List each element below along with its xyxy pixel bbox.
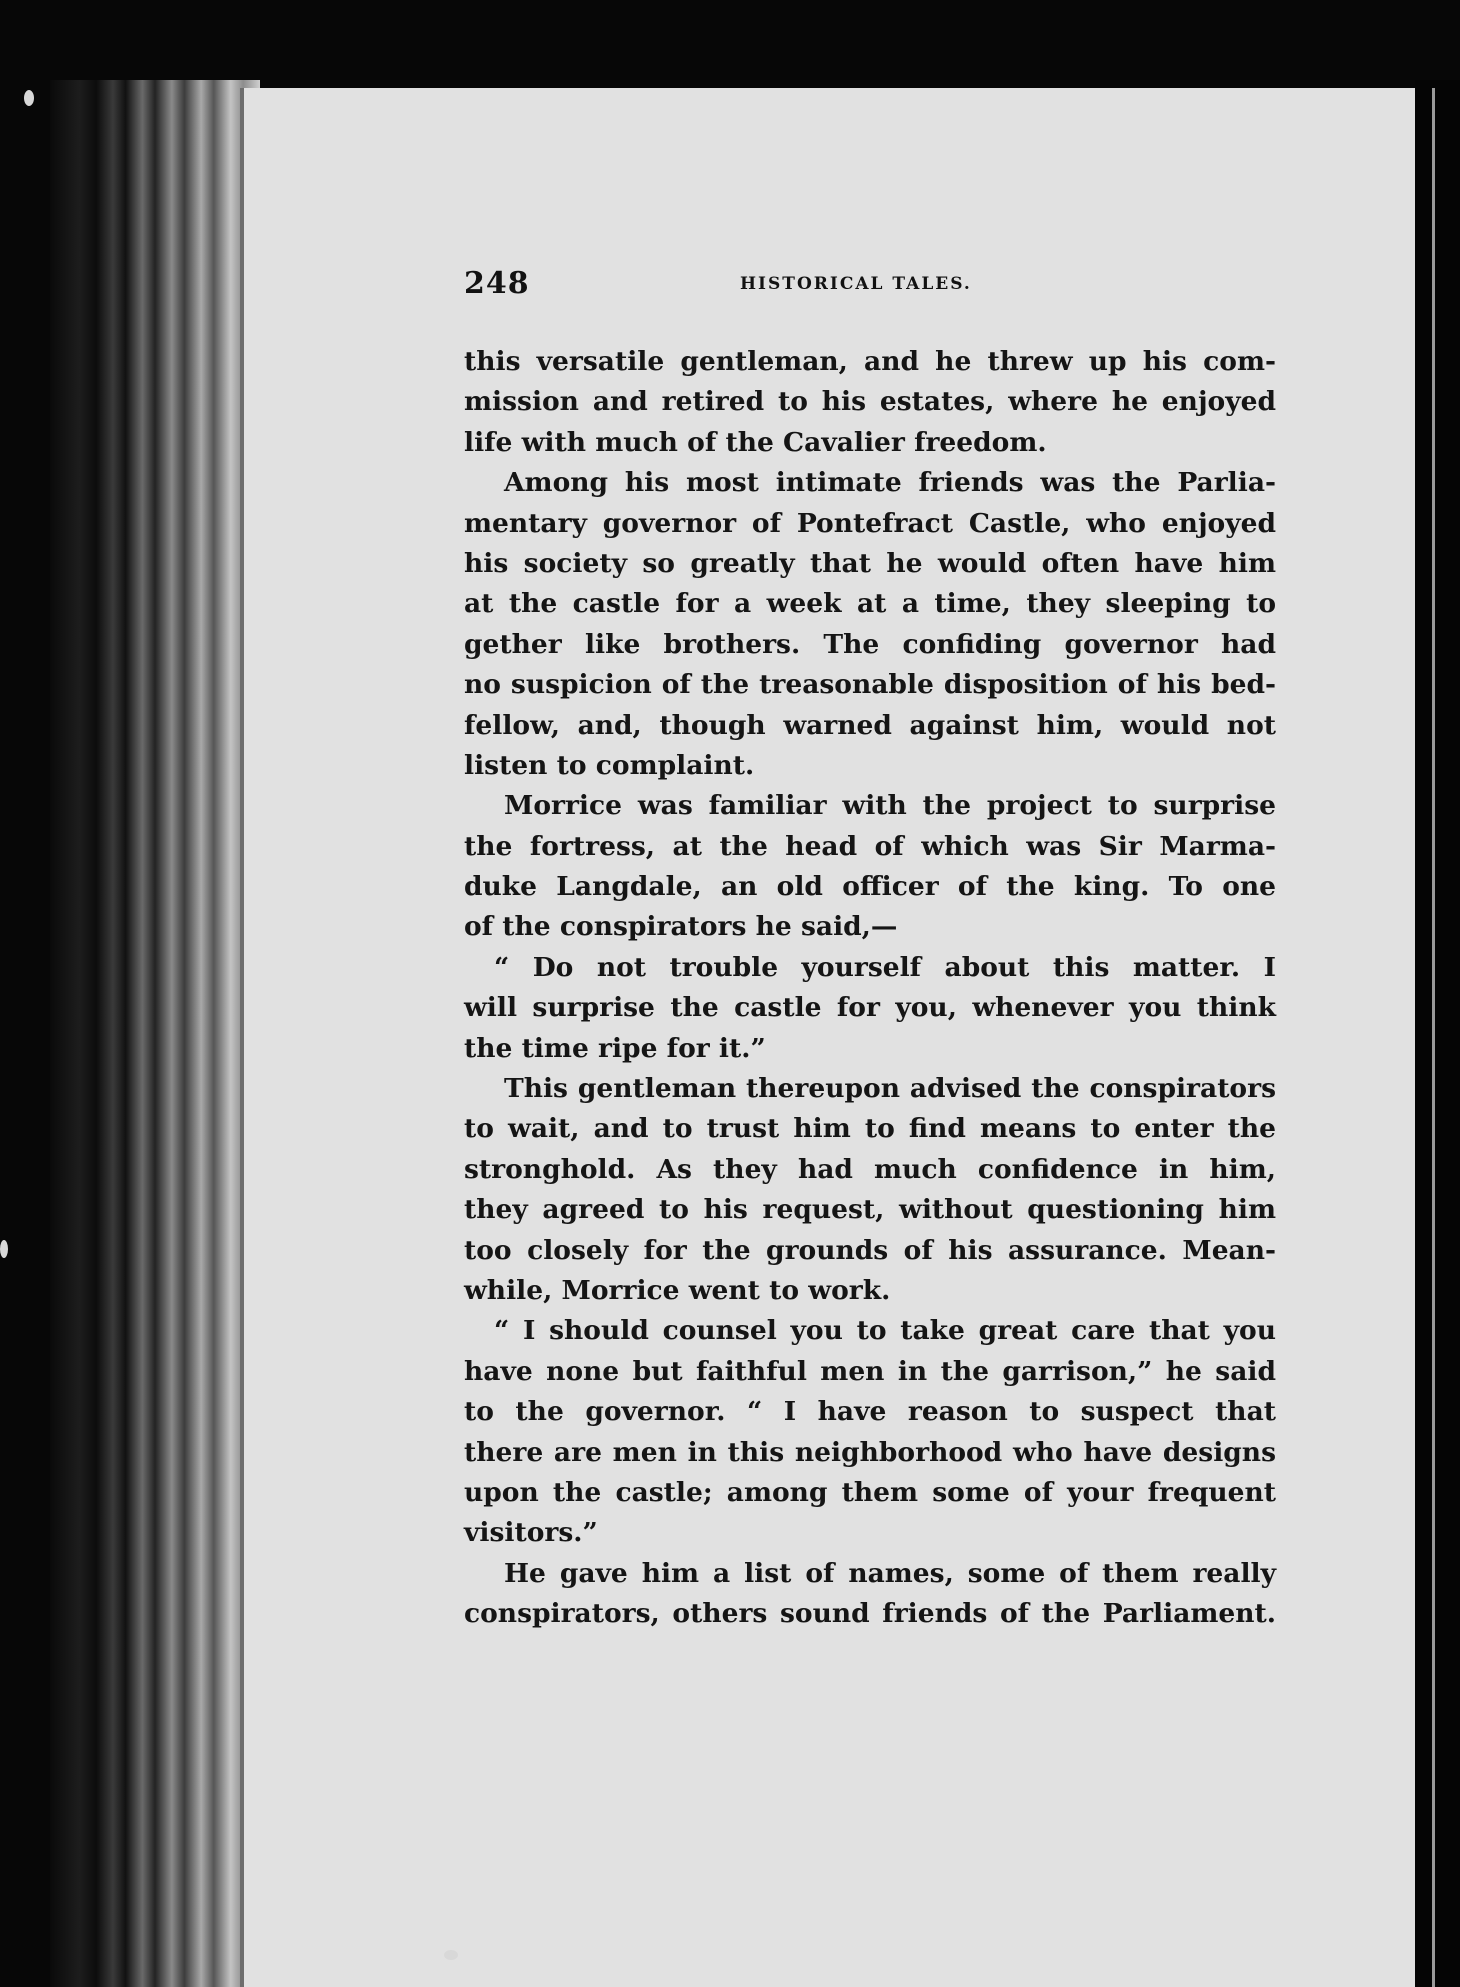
page-number: 248 [464,266,530,301]
text-line: Among his most intimate friends was the Parlia- [504,467,1276,499]
text-line: no suspicion of the treasonable disposition of his bed- [464,669,1276,701]
text-line: Morrice was familiar with the project to surprise [504,790,1276,822]
text-line: gether like brothers. The confiding governor had [464,628,1276,660]
text-line: there are men in this neighborhood who have designs [464,1436,1276,1468]
body-text [464,342,1276,1635]
text-line: visitors.” [464,1517,598,1549]
text-line: life with much of the Cavalier freedom. [464,426,1047,458]
text-line: will surprise the castle for you, whenever you think [464,992,1276,1024]
text-line: they agreed to his request, without questioning him [464,1194,1276,1226]
running-head: HISTORICAL TALES. [740,274,972,294]
text-line: too closely for the grounds of his assurance. Mean- [464,1234,1276,1266]
text-line: of the conspirators he said,— [464,911,898,943]
text-line: upon the castle; among them some of your frequent [464,1476,1276,1508]
text-line: to the governor. “ I have reason to suspect that [464,1396,1276,1428]
text-line: conspirators, others sound friends of the Parliament. [464,1598,1276,1630]
text-line: “ Do not trouble yourself about this matter. I [494,951,1276,983]
text-line: listen to complaint. [464,749,755,781]
text-line: mission and retired to his estates, where he enjoyed [464,386,1276,418]
text-line: “ I should counsel you to take great care that you [494,1315,1276,1347]
text-line: fellow, and, though warned against him, would not [464,709,1276,741]
text-line: the time ripe for it.” [464,1032,766,1064]
scan-speck [24,90,34,106]
scan-speck [444,1950,458,1960]
text-line: This gentleman thereupon advised the conspirators [504,1073,1276,1105]
text-line: while, Morrice went to work. [464,1274,891,1306]
text-line: duke Langdale, an old officer of the king. To one [464,871,1276,903]
text-line: this versatile gentleman, and he threw up his com- [464,346,1276,377]
page-header [464,266,1284,310]
text-line: mentary governor of Pontefract Castle, who enjoyed [464,507,1276,539]
text-line: have none but faithful men in the garrison,” he said [464,1355,1276,1387]
text-line: his society so greatly that he would often have him [464,547,1276,579]
text-line: at the castle for a week at a time, they sleeping to [464,588,1276,620]
scan-speck [0,1240,8,1258]
text-line: to wait, and to trust him to find means to enter the [464,1113,1276,1145]
right-scan-margin [1415,80,1460,1987]
text-line: the fortress, at the head of which was Sir Marma- [464,830,1276,862]
page-edge-rule [1432,88,1435,1987]
text-line: He gave him a list of names, some of them really [504,1557,1276,1589]
book-block-edge [50,80,260,1987]
text-line: stronghold. As they had much confidence in him, [464,1153,1276,1185]
